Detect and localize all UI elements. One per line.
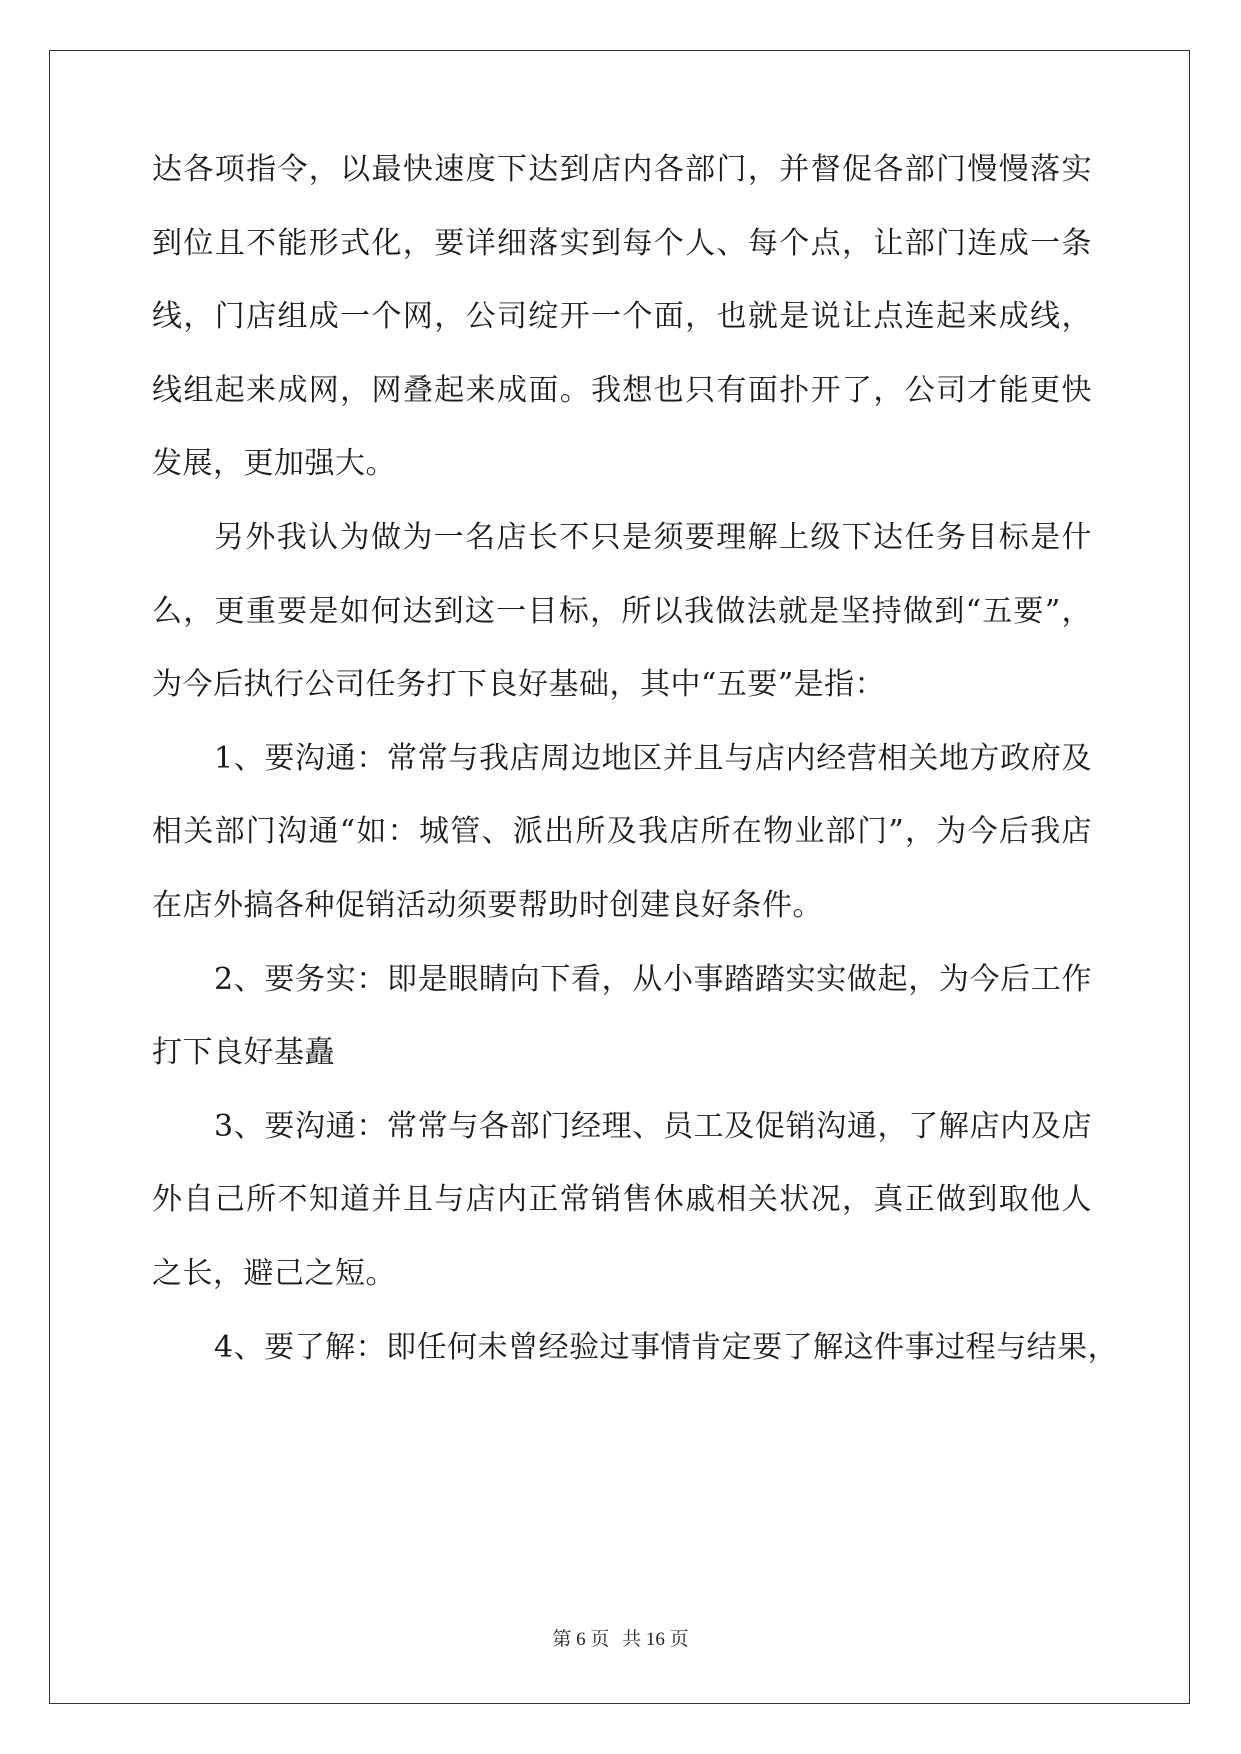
text-line: 么，更重要是如何达到这一目标，所以我做法就是坚持做到“五要”，: [152, 593, 1092, 629]
text-line: 线，门店组成一个网，公司绽开一个面，也就是说让点连起来成线，: [152, 299, 1092, 335]
text-line: 为今后执行公司任务打下良好基础，其中“五要”是指：: [152, 667, 886, 703]
text-line: 3、要沟通：常常与各部门经理、员工及促销沟通，了解店内及店: [214, 1108, 1092, 1144]
text-line: 打下良好基矗: [152, 1035, 335, 1071]
text-line: 线组起来成网，网叠起来成面。我想也只有面扑开了，公司才能更快: [152, 372, 1092, 408]
text-line: 4、要了解：即任何未曾经验过事情肯定要了解这件事过程与结果，: [214, 1329, 1119, 1365]
text-line: 在店外搞各种促销活动须要帮助时创建良好条件。: [152, 888, 823, 923]
text-line: 之长，避己之短。: [152, 1256, 396, 1291]
text-line: 1、要沟通：常常与我店周边地区并且与店内经营相关地方政府及: [214, 740, 1092, 776]
text-line: 相关部门沟通“如：城管、派出所及我店所在物业部门”，为今后我店: [152, 814, 1092, 850]
text-line: 发展，更加强大。: [152, 446, 396, 482]
text-line: 到位且不能形式化，要详细落实到每个人、每个点，让部门连成一条: [152, 225, 1092, 261]
text-line: 外自己所不知道并且与店内正常销售休戚相关状况，真正做到取他人: [152, 1182, 1092, 1218]
text-line: 达各项指令，以最快速度下达到店内各部门，并督促各部门慢慢落实: [152, 152, 1092, 187]
page-total: 共 16 页: [622, 1629, 689, 1650]
text-line: 2、要务实：即是眼睛向下看，从小事踏踏实实做起，为今后工作: [214, 961, 1092, 997]
page-number: 第 6 页: [552, 1629, 610, 1650]
text-line: 另外我认为做为一名店长不只是须要理解上级下达任务目标是什: [214, 520, 1092, 555]
page-footer: [0, 1628, 1241, 1652]
